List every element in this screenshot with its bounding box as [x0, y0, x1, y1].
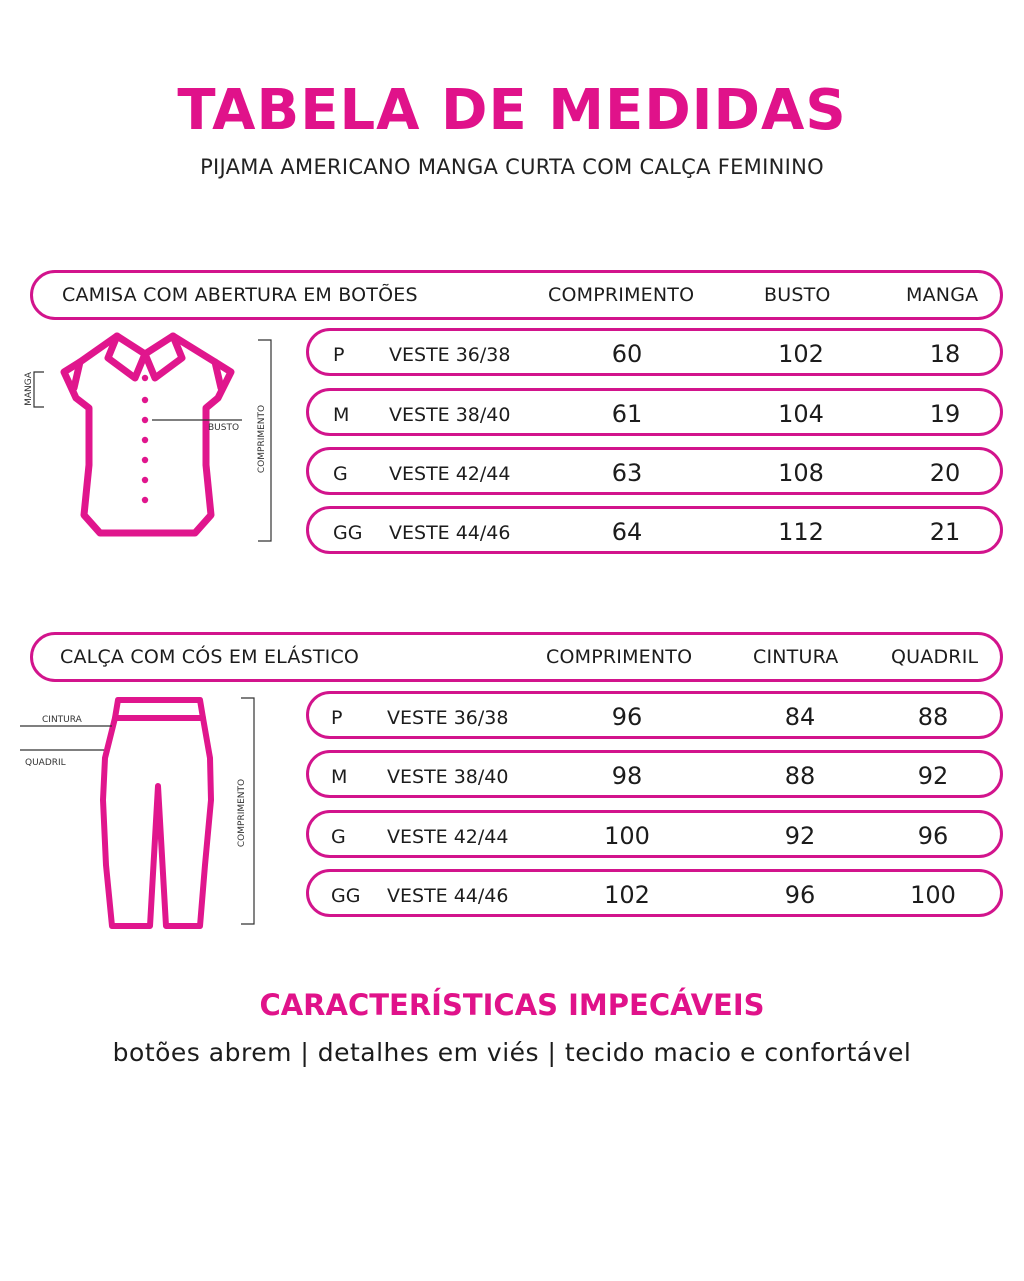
size-label: M: [331, 766, 348, 788]
shirt-table-header: [30, 270, 1003, 320]
shirt-row-gg: [306, 506, 1003, 554]
fits-label: VESTE 42/44: [387, 826, 509, 848]
length-value: 63: [611, 459, 643, 487]
pants-length-label: COMPRIMENTO: [237, 778, 248, 848]
length-value: 102: [604, 881, 650, 909]
pants-table-heading: CALÇA COM CÓS EM ELÁSTICO: [60, 646, 360, 668]
waist-value: 84: [784, 703, 816, 731]
pants-row-p: [306, 691, 1003, 739]
sleeve-value: 21: [929, 518, 961, 546]
pants-outline: [103, 700, 211, 926]
length-value: 100: [604, 822, 650, 850]
hip-value: 92: [917, 762, 949, 790]
waist-value: 92: [784, 822, 816, 850]
column-header-manga: MANGA: [906, 284, 979, 306]
sleeve-value: 18: [929, 340, 961, 368]
hip-label: QUADRIL: [25, 758, 66, 768]
fits-label: VESTE 44/46: [387, 885, 509, 907]
shirt-row-g: [306, 447, 1003, 495]
shirt-outline: [64, 336, 231, 533]
pants-row-gg: [306, 869, 1003, 917]
size-label: G: [331, 826, 346, 848]
shirt-illustration: [20, 330, 290, 550]
shirt-table-heading: CAMISA COM ABERTURA EM BOTÕES: [62, 284, 418, 306]
shirt-length-label: COMPRIMENTO: [257, 404, 268, 474]
length-value: 98: [611, 762, 643, 790]
bust-value: 108: [778, 459, 824, 487]
page-subtitle: PIJAMA AMERICANO MANGA CURTA COM CALÇA FEMININO: [200, 155, 824, 179]
bust-label: BUSTO: [208, 423, 240, 433]
waist-value: 88: [784, 762, 816, 790]
fits-label: VESTE 36/38: [387, 707, 509, 729]
hip-value: 100: [910, 881, 956, 909]
shirt-row-m: [306, 388, 1003, 436]
size-label: GG: [333, 522, 363, 544]
column-header-cintura: CINTURA: [753, 646, 839, 668]
waist-label: CINTURA: [42, 715, 82, 725]
column-header-comprimento: COMPRIMENTO: [546, 646, 693, 668]
fits-label: VESTE 38/40: [389, 404, 511, 426]
size-label: GG: [331, 885, 361, 907]
waist-value: 96: [784, 881, 816, 909]
features-title: CARACTERÍSTICAS IMPECÁVEIS: [259, 988, 765, 1022]
size-label: P: [333, 344, 345, 366]
features-text: botões abrem | detalhes em viés | tecido macio e confortável: [112, 1038, 912, 1067]
fits-label: VESTE 42/44: [389, 463, 511, 485]
pants-row-g: [306, 810, 1003, 858]
bust-value: 112: [778, 518, 824, 546]
column-header-busto: BUSTO: [764, 284, 831, 306]
size-label: G: [333, 463, 348, 485]
pants-illustration: [20, 690, 270, 935]
fits-label: VESTE 36/38: [389, 344, 511, 366]
column-header-quadril: QUADRIL: [891, 646, 979, 668]
length-value: 96: [611, 703, 643, 731]
column-header-comprimento: COMPRIMENTO: [548, 284, 695, 306]
sleeve-value: 20: [929, 459, 961, 487]
hip-value: 96: [917, 822, 949, 850]
fits-label: VESTE 38/40: [387, 766, 509, 788]
page-title: TABELA DE MEDIDAS: [177, 78, 847, 143]
length-value: 64: [611, 518, 643, 546]
fits-label: VESTE 44/46: [389, 522, 511, 544]
sleeve-bracket: [34, 372, 44, 407]
length-value: 61: [611, 400, 643, 428]
bust-value: 104: [778, 400, 824, 428]
bust-value: 102: [778, 340, 824, 368]
length-value: 60: [611, 340, 643, 368]
sleeve-label: MANGA: [23, 372, 34, 406]
size-label: M: [333, 404, 350, 426]
shirt-buttons: [142, 375, 148, 503]
shirt-row-p: [306, 328, 1003, 376]
hip-value: 88: [917, 703, 949, 731]
sleeve-value: 19: [929, 400, 961, 428]
pants-row-m: [306, 750, 1003, 798]
pants-table-header: [30, 632, 1003, 682]
size-label: P: [331, 707, 343, 729]
